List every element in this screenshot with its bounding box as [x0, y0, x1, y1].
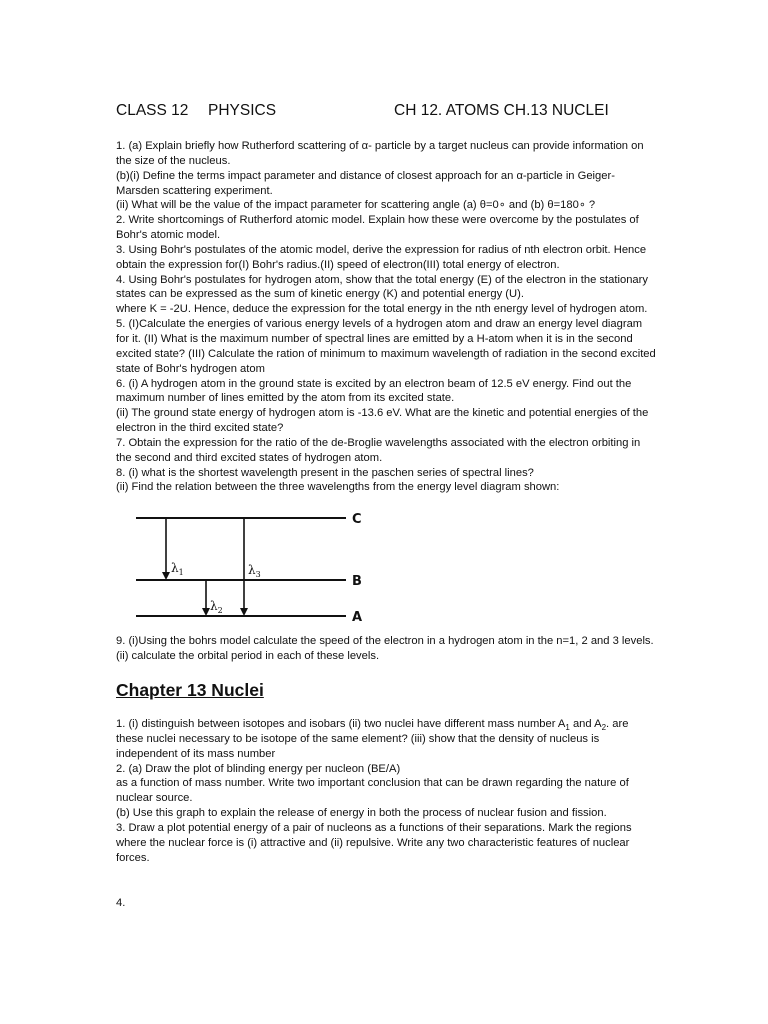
question-line: 3. Using Bohr's postulates of the atomic model, derive the expression for radius of nth electron orbit. Hence obtain the expression for(I) Bohr's radius.(II) speed of electron(III) total energy of electron.	[116, 243, 647, 271]
question-line: (b) Use this graph to explain the release of energy in both the process of nuclear fusion and fission.	[116, 807, 607, 820]
nuclei-question-1: 1. (i) distinguish between isotopes and isobars (ii) two nuclei have different mass number $A_1$ and $A_2$. are these nuclei necessary to be isotope of the same element? (iii) show that the density of nucleus is independent of its mass number	[116, 718, 629, 760]
level-b-label: B	[352, 574, 362, 589]
question-line: where K = -2U. Hence, deduce the expression for the total energy in the nth energy level of hydrogen atom.	[116, 303, 648, 316]
question-line: as a function of mass number. Write two important conclusion that can be drawn regarding the nature of nuclear source.	[116, 777, 629, 805]
nuclei-questions	[116, 717, 656, 865]
arrowhead-lambda3	[240, 608, 248, 616]
class-label: CLASS 12	[116, 102, 189, 119]
lambda3-label: $\lambda_3$	[248, 563, 261, 579]
question-line: 2. (a) Draw the plot of blinding energy per nucleon (BE/A)	[116, 762, 401, 775]
question-line: (b)(i) Define the terms impact parameter and distance of closest approach for an α-particle in Geiger-Marsden scattering experiment.	[116, 169, 615, 197]
page-header	[116, 102, 676, 124]
arrowhead-lambda2	[202, 608, 210, 616]
lambda2-label: $\lambda_2$	[210, 599, 223, 615]
question-line: 1. (a) Explain briefly how Rutherford scattering of α- particle by a target nucleus can provide information on the size of the nucleus.	[116, 140, 644, 167]
question-line: 4. Using Bohr's postulates for hydrogen atom, show that the total energy (E) of the electron in the stationary states can be expressed as the sum of kinetic energy (K) and potential energy (U).	[116, 273, 648, 301]
question-line: (ii) What will be the value of the impact parameter for scattering angle (a) θ=0∘ and (b) θ=180∘ ?	[116, 199, 596, 212]
energy-level-diagram	[128, 506, 368, 624]
question-line: (ii) The ground state energy of hydrogen atom is -13.6 eV. What are the kinetic and potential energies of the electron in the third excited state?	[116, 407, 649, 435]
nuclei-question-4	[116, 896, 656, 911]
subject-label: PHYSICS	[208, 102, 277, 119]
level-c-label: C	[352, 512, 362, 527]
question-line: 2. Write shortcomings of Rutherford atomic model. Explain how these were overcome by the postulates of Bohr's atomic model.	[116, 214, 639, 242]
question-line: 7. Obtain the expression for the ratio of the de-Broglie wavelengths associated with the electron orbiting in the second and third excited states of hydrogen atom.	[116, 436, 641, 464]
question-9	[116, 634, 656, 664]
atoms-questions	[116, 139, 656, 495]
question-line: 3. Draw a plot potential energy of a pair of nucleons as a functions of their separations. Mark the regions where the nuclear force is (i) attractive and (ii) repulsive. Write any two characteristic features of nuclear forces.	[116, 821, 632, 864]
question-line: (ii) Find the relation between the three wavelengths from the energy level diagram shown:	[116, 481, 560, 494]
chapter-13-heading: Chapter 13 Nuclei	[116, 680, 264, 700]
question-line: 6. (i) A hydrogen atom in the ground state is excited by an electron beam of 12.5 eV energy. Find out the maximum number of lines emitted by the atom from its excited state.	[116, 377, 632, 405]
question-line: 8. (i) what is the shortest wavelength present in the paschen series of spectral lines?	[116, 466, 534, 479]
question-line: 9. (i)Using the bohrs model calculate the speed of the electron in a hydrogen atom in the n=1, 2 and 3 levels. (ii) calculate the orbital period in each of these levels.	[116, 635, 654, 662]
question-line: 4.	[116, 897, 126, 909]
question-line: 5. (I)Calculate the energies of various energy levels of a hydrogen atom and draw an energy level diagram for it. (II) What is the maximum number of spectral lines are emitted by a H-atom when it is in the second excited state? (III) Calculate the ration of minimum to maximum wavelength of radiation in the second excited state of Bohr's hydrogen atom	[116, 318, 656, 375]
level-a-label: A	[352, 610, 363, 624]
arrowhead-lambda1	[162, 572, 170, 580]
chapters-label: CH 12. ATOMS CH.13 NUCLEI	[394, 102, 609, 119]
lambda1-label: $\lambda_1$	[171, 561, 184, 577]
